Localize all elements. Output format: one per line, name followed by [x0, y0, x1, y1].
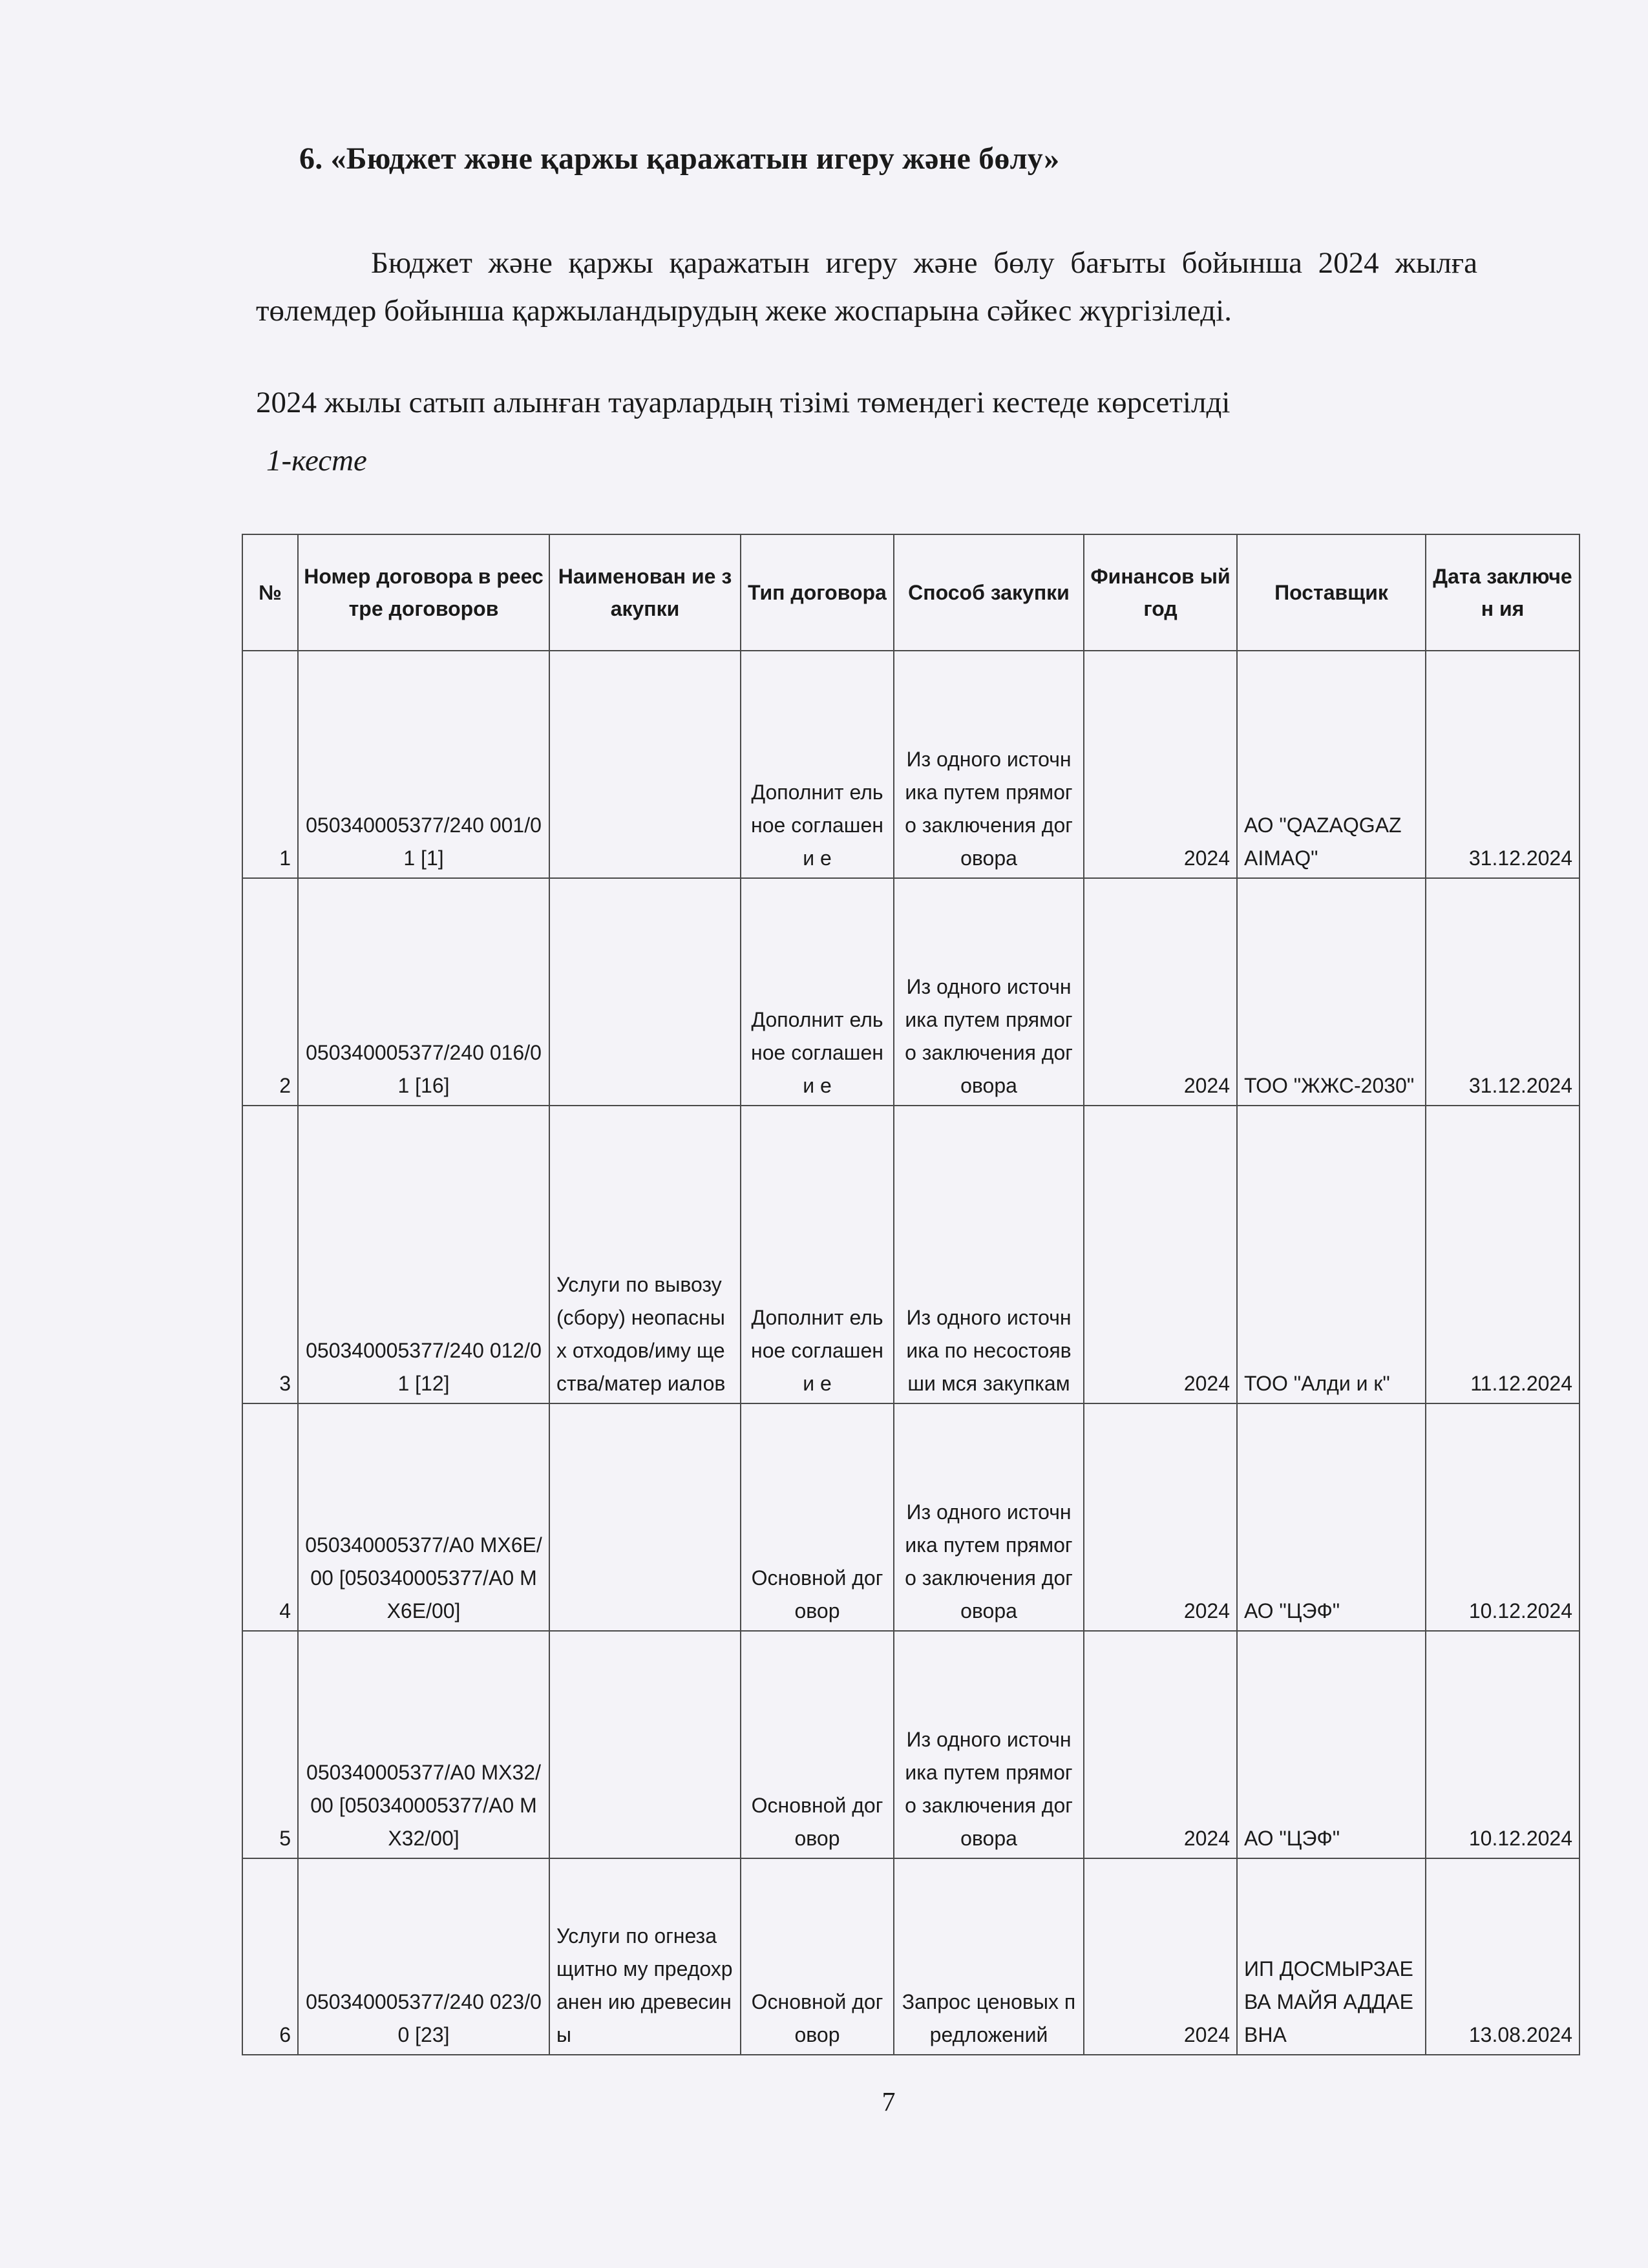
cell-contract: 050340005377/240 016/01 [16] — [298, 878, 549, 1106]
cell-method: Из одного источника путем прямого заключения договора — [894, 878, 1084, 1106]
header-supplier: Поставщик — [1237, 534, 1426, 651]
cell-contract: 050340005377/240 012/01 [12] — [298, 1106, 549, 1403]
contracts-table — [242, 534, 1580, 2055]
table-row — [242, 878, 1579, 1106]
cell-year: 2024 — [1084, 1631, 1237, 1858]
cell-contract: 050340005377/А0 МХ32/00 [050340005377/А0 МХ32/00] — [298, 1631, 549, 1858]
cell-type: Основной договор — [741, 1403, 894, 1631]
table-row — [242, 651, 1579, 878]
cell-num: 3 — [242, 1106, 298, 1403]
cell-num: 1 — [242, 651, 298, 878]
cell-num: 2 — [242, 878, 298, 1106]
table-row — [242, 1858, 1579, 2055]
cell-contract: 050340005377/А0 МХ6Е/00 [050340005377/А0 МХ6Е/00] — [298, 1403, 549, 1631]
cell-name — [549, 1631, 741, 1858]
cell-name: Услуги по вывозу (сбору) неопасных отходов/иму щества/матер иалов — [549, 1106, 741, 1403]
cell-date: 10.12.2024 — [1426, 1631, 1579, 1858]
cell-num: 5 — [242, 1631, 298, 1858]
page-number: 7 — [882, 2088, 896, 2117]
list-intro: 2024 жылы сатып алынған тауарлардың тізімі төмендегі кестеде көрсетілді — [256, 386, 1231, 419]
cell-year: 2024 — [1084, 1403, 1237, 1631]
cell-supplier: АО "ЦЭФ" — [1237, 1403, 1426, 1631]
cell-type: Дополнит ельное соглашени е — [741, 651, 894, 878]
header-year: Финансов ый год — [1084, 534, 1237, 651]
cell-date: 13.08.2024 — [1426, 1858, 1579, 2055]
cell-name — [549, 878, 741, 1106]
cell-method: Из одного источника по несостоявши мся закупкам — [894, 1106, 1084, 1403]
cell-date: 11.12.2024 — [1426, 1106, 1579, 1403]
header-contract: Номер договора в реестре договоров — [298, 534, 549, 651]
cell-name — [549, 1403, 741, 1631]
cell-name: Услуги по огнезащитно му предохранен ию древесины — [549, 1858, 741, 2055]
cell-type: Дополнит ельное соглашени е — [741, 1106, 894, 1403]
header-type: Тип договора — [741, 534, 894, 651]
table-row — [242, 1403, 1579, 1631]
cell-contract: 050340005377/240 023/00 [23] — [298, 1858, 549, 2055]
paragraph-text: Бюджет және қаржы қаражатын игеру және бөлу бағыты бойынша 2024 жылға төлемдер бойынша қаржыландырудың жеке жоспарына сәйкес жүргізіледі. — [256, 246, 1477, 328]
cell-date: 10.12.2024 — [1426, 1403, 1579, 1631]
cell-supplier: ТОО "Алди и к" — [1237, 1106, 1426, 1403]
intro-paragraph — [256, 239, 1477, 335]
cell-num: 4 — [242, 1403, 298, 1631]
cell-year: 2024 — [1084, 878, 1237, 1106]
cell-method: Из одного источника путем прямого заключения договора — [894, 1403, 1084, 1631]
section-heading: 6. «Бюджет және қаржы қаражатын игеру және бөлу» — [299, 142, 1060, 176]
cell-supplier: АО "QAZAQGAZ AIMAQ" — [1237, 651, 1426, 878]
cell-method: Из одного источника путем прямого заключения договора — [894, 1631, 1084, 1858]
table-caption: 1-кесте — [266, 444, 367, 478]
cell-contract: 050340005377/240 001/01 [1] — [298, 651, 549, 878]
cell-method: Запрос ценовых предложений — [894, 1858, 1084, 2055]
table-row — [242, 1106, 1579, 1403]
cell-year: 2024 — [1084, 1858, 1237, 2055]
cell-num: 6 — [242, 1858, 298, 2055]
header-method: Способ закупки — [894, 534, 1084, 651]
cell-year: 2024 — [1084, 1106, 1237, 1403]
cell-date: 31.12.2024 — [1426, 651, 1579, 878]
table-row — [242, 1631, 1579, 1858]
cell-supplier: АО "ЦЭФ" — [1237, 1631, 1426, 1858]
cell-date: 31.12.2024 — [1426, 878, 1579, 1106]
cell-type: Основной договор — [741, 1858, 894, 2055]
cell-supplier: ИП ДОСМЫРЗАЕ ВА МАЙЯ АДДАЕВНА — [1237, 1858, 1426, 2055]
cell-name — [549, 651, 741, 878]
header-num: № — [242, 534, 298, 651]
header-date: Дата заключен ия — [1426, 534, 1579, 651]
cell-type: Дополнит ельное соглашени е — [741, 878, 894, 1106]
cell-supplier: ТОО "ЖЖС-2030" — [1237, 878, 1426, 1106]
table-header-row — [242, 534, 1579, 651]
cell-year: 2024 — [1084, 651, 1237, 878]
cell-method: Из одного источника путем прямого заключения договора — [894, 651, 1084, 878]
cell-type: Основной договор — [741, 1631, 894, 1858]
header-name: Наименован ие закупки — [549, 534, 741, 651]
